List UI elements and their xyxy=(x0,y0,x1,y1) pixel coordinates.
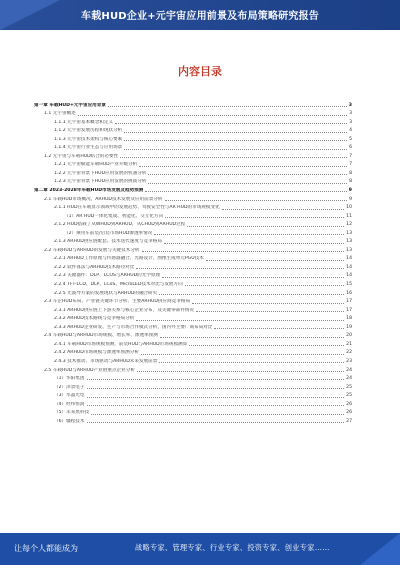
toc-entry-page: 18 xyxy=(346,316,352,322)
toc-entry[interactable] xyxy=(34,279,352,288)
toc-entry-page: 26 xyxy=(346,401,352,407)
toc-entry-page: 14 xyxy=(346,264,352,270)
toc-entry-page: 7 xyxy=(349,153,352,159)
toc-leader-dots xyxy=(189,345,344,346)
toc-entry-page: 14 xyxy=(346,273,352,279)
toc-leader-dots xyxy=(120,157,347,158)
table-of-contents xyxy=(34,100,352,425)
report-title: 车载HUD企业+元宇宙应用前景及布局策略研究报告 xyxy=(81,11,319,22)
toc-entry[interactable] xyxy=(34,254,352,263)
toc-entry-page: 5 xyxy=(349,136,352,142)
toc-entry-label: 1.1.1 元宇宙基本概念和定义 xyxy=(54,119,114,125)
toc-entry-label: （3）水晶光电 xyxy=(54,393,85,399)
toc-entry[interactable] xyxy=(34,391,352,400)
toc-leader-dots xyxy=(165,217,344,218)
toc-entry-page: 4 xyxy=(349,128,352,134)
toc-entry[interactable] xyxy=(34,245,352,254)
toc-entry-page: 12 xyxy=(346,222,352,228)
toc-leader-dots xyxy=(136,320,344,321)
toc-entry-label: 2.2.2 软件算法与ARHUD技术路径对比 xyxy=(54,264,135,270)
toc-entry[interactable] xyxy=(34,297,352,306)
toc-entry[interactable] xyxy=(34,271,352,280)
toc-entry-label: 2.4.2 ARHUD市场规模与渗透率预测分析 xyxy=(54,350,139,356)
toc-entry-label: 2.1.2 HUD搭载了从WHUD到ARHUD，从CHUD到ARHUD过程 xyxy=(54,222,186,228)
toc-entry-page: 3 xyxy=(349,111,352,117)
toc-entry-label: 1.1.4 元宇宙行业生态与应用场景 xyxy=(54,145,123,151)
toc-entry-page: 24 xyxy=(346,376,352,382)
toc-entry[interactable] xyxy=(34,151,352,160)
toc-entry[interactable] xyxy=(34,177,352,186)
toc-entry-label: 1.1.2 元宇宙发展历程和现状分析 xyxy=(54,128,123,134)
toc-entry-page: 22 xyxy=(346,350,352,356)
toc-entry-label: 2.2.3 关键器件：DLP、LCOS与ARHUD的光学原理 xyxy=(54,273,161,279)
toc-heading: 内容目录 xyxy=(178,65,222,78)
toc-entry-page: 16 xyxy=(346,290,352,296)
toc-entry-label: 1.1 元宇宙概述 xyxy=(44,111,76,117)
toc-leader-dots xyxy=(108,106,347,107)
toc-entry[interactable] xyxy=(34,322,352,331)
toc-entry-page: 11 xyxy=(346,213,352,219)
toc-leader-dots xyxy=(124,140,347,141)
toc-entry-page: 20 xyxy=(346,333,352,339)
toc-leader-dots xyxy=(142,251,345,252)
toc-entry[interactable] xyxy=(34,314,352,323)
toc-entry[interactable] xyxy=(34,288,352,297)
toc-entry-page: 25 xyxy=(346,384,352,390)
toc-leader-dots xyxy=(206,260,344,261)
toc-entry[interactable] xyxy=(34,339,352,348)
toc-leader-dots xyxy=(139,166,347,167)
toc-leader-dots xyxy=(185,285,344,286)
toc-entry-label: 2.3.1 ARHUD供应链上下游关系与核心企业分布，及关键零部件情况 xyxy=(54,307,195,313)
footer-slogan-right: 战略专家、管理专家、行业专家、投资专家、创业专家…… xyxy=(135,543,330,552)
toc-leader-dots xyxy=(165,200,348,201)
toc-entry[interactable] xyxy=(34,134,352,143)
toc-entry-page: 9 xyxy=(348,188,352,194)
toc-entry[interactable] xyxy=(34,416,352,425)
toc-leader-dots xyxy=(159,294,344,295)
toc-entry-page: 7 xyxy=(349,162,352,168)
toc-leader-dots xyxy=(222,209,344,210)
toc-entry[interactable] xyxy=(34,399,352,408)
toc-entry-label: 2.3 车企HUD布局、产业链关键环节分析、主要ARHUD供应商竞争格局 xyxy=(44,299,191,305)
toc-leader-dots xyxy=(214,328,344,329)
toc-entry-label: 2.2.1 ARHUD工作原理与传感器融合、光路设计、图像生成单元PGU技术 xyxy=(54,256,204,262)
toc-entry-page: 23 xyxy=(346,358,352,364)
toc-leader-dots xyxy=(145,191,346,192)
toc-entry-label: 1.2 元宇宙与车载HUD结合的必要性 xyxy=(44,153,119,159)
toc-entry-page: 3 xyxy=(348,102,352,108)
toc-entry-page: 21 xyxy=(346,341,352,347)
toc-entry-page: 14 xyxy=(346,256,352,262)
toc-entry-label: 2.2 车载HUD与ARHUD的发展与关键技术分析 xyxy=(44,247,140,253)
toc-entry-label: 2.3.3 ARHUD企业研发、生产与市场合作模式分析，国内外主要厂商布局对比 xyxy=(54,324,213,330)
toc-entry-label: 2.4.3 技术推动、市场驱动与ARHUD未来发展前景 xyxy=(54,358,158,364)
toc-entry[interactable] xyxy=(34,331,352,340)
toc-entry[interactable] xyxy=(34,185,352,194)
toc-entry-label: 第二章 2023-2028年车载HUD市场发展及趋势预测 xyxy=(34,188,144,194)
toc-entry-label: 2.1.3 ARHUD供应链配套、技术迭代速度与竞争格局 xyxy=(54,239,162,245)
toc-entry-page: 17 xyxy=(346,307,352,313)
toc-entry[interactable] xyxy=(34,126,352,135)
toc-leader-dots xyxy=(187,226,344,227)
toc-entry[interactable] xyxy=(34,211,352,220)
toc-leader-dots xyxy=(136,268,344,269)
toc-leader-dots xyxy=(141,354,344,355)
header-bar xyxy=(0,0,400,30)
toc-entry[interactable] xyxy=(34,305,352,314)
toc-entry[interactable] xyxy=(34,143,352,152)
toc-entry[interactable] xyxy=(34,160,352,169)
toc-entry[interactable] xyxy=(34,237,352,246)
toc-leader-dots xyxy=(124,132,347,133)
toc-entry-page: 19 xyxy=(346,324,352,330)
toc-entry[interactable] xyxy=(34,194,352,203)
footer-slogan-left: 让每个人都能成为 xyxy=(14,544,78,553)
toc-entry-page: 3 xyxy=(349,119,352,125)
toc-entry[interactable] xyxy=(34,168,352,177)
toc-leader-dots xyxy=(87,405,345,406)
toc-entry-label: （2）泽景电子 xyxy=(54,384,85,390)
toc-entry[interactable] xyxy=(34,220,352,229)
toc-entry-page: 13 xyxy=(346,239,352,245)
toc-leader-dots xyxy=(87,397,345,398)
toc-entry[interactable] xyxy=(34,100,352,109)
toc-entry-label: 2.3.2 ARHUD技术路线与竞争格局分析 xyxy=(54,316,135,322)
toc-entry[interactable] xyxy=(34,228,352,237)
toc-entry-label: （4）经纬恒润 xyxy=(54,401,85,407)
toc-entry-label: （6）疆程技术 xyxy=(54,418,85,424)
footer-accent xyxy=(360,533,400,565)
toc-leader-dots xyxy=(87,379,345,380)
toc-leader-dots xyxy=(162,277,344,278)
toc-entry-label: 2.2.4 TFT-LCD、DLP、LCoS、MicroLED技术对比与发展方向 xyxy=(54,282,183,288)
toc-entry-page: 13 xyxy=(346,230,352,236)
toc-entry-label: 1.2.1 元宇宙赋能车载HUD产业升级分析 xyxy=(54,162,138,168)
toc-leader-dots xyxy=(148,183,347,184)
toc-entry[interactable] xyxy=(34,356,352,365)
toc-leader-dots xyxy=(196,311,344,312)
toc-entry-label: 2.4.1 车载HUD市场规模预测，前装HUD与ARHUD市场规模测算 xyxy=(54,341,188,347)
footer-bar xyxy=(0,533,400,565)
toc-leader-dots xyxy=(137,371,344,372)
toc-entry-label: 2.2.5 光波导方案的发展现状与ARHUD的融合研究 xyxy=(54,290,158,296)
toc-entry[interactable] xyxy=(34,374,352,383)
toc-entry[interactable] xyxy=(34,262,352,271)
toc-leader-dots xyxy=(87,422,345,423)
toc-entry-label: 2.4 车载HUD与ARHUD市场规模、增长率、渗透率预测 xyxy=(44,333,158,339)
toc-entry-label: 第一章 车载HUD+元宇宙应用背景 xyxy=(34,102,106,108)
toc-entry-page: 24 xyxy=(346,367,352,373)
toc-entry-label: （5）未来黑科技 xyxy=(54,410,90,416)
toc-entry-page: 25 xyxy=(346,393,352,399)
toc-entry-page: 15 xyxy=(346,282,352,288)
toc-entry[interactable] xyxy=(34,109,352,118)
toc-entry-page: 9 xyxy=(349,196,352,202)
toc-leader-dots xyxy=(124,149,347,150)
toc-entry[interactable] xyxy=(34,408,352,417)
toc-entry-label: 1.2.2 元宇宙背景下HUD应用发展的机遇分析 xyxy=(54,170,147,176)
toc-entry[interactable] xyxy=(34,348,352,357)
toc-entry-label: 2.1.1 HUD在车载显示领域中的发展趋势、驾驶安全性与AR HUD的市场规模变化 xyxy=(54,205,220,211)
toc-entry-page: 10 xyxy=(346,205,352,211)
toc-leader-dots xyxy=(160,337,344,338)
toc-leader-dots xyxy=(91,414,344,415)
toc-entry-label: 2.1 车载HUD市场概况、ARHUD技术发展及应用前景分析 xyxy=(44,196,163,202)
toc-entry-page: 8 xyxy=(349,170,352,176)
toc-entry-label: （1）华阳集团 xyxy=(54,376,85,382)
toc-entry-page: 17 xyxy=(346,299,352,305)
toc-entry-label: 1.1.3 元宇宙技术架构与核心要素 xyxy=(54,136,123,142)
toc-entry-label: 2.5 车载HUD与ARHUD产业链重点企业分析 xyxy=(44,367,135,373)
toc-entry-page: 26 xyxy=(346,410,352,416)
toc-leader-dots xyxy=(164,243,344,244)
toc-leader-dots xyxy=(154,234,344,235)
toc-entry-page: 6 xyxy=(349,145,352,151)
toc-entry-label: （2）乘用车前装/后装市场HUD渗透率情况 xyxy=(64,230,153,236)
toc-entry-label: （1）AR HUD一体化集成、智能化、交互化方向 xyxy=(64,213,164,219)
toc-entry-page: 13 xyxy=(346,247,352,253)
toc-leader-dots xyxy=(87,388,345,389)
toc-leader-dots xyxy=(192,303,344,304)
toc-entry[interactable] xyxy=(34,365,352,374)
toc-entry-page: 27 xyxy=(346,418,352,424)
toc-leader-dots xyxy=(148,174,347,175)
toc-leader-dots xyxy=(78,115,347,116)
toc-leader-dots xyxy=(159,362,344,363)
toc-entry-label: 1.2.3 元宇宙背景下HUD应用发展的挑战分析 xyxy=(54,179,147,185)
toc-leader-dots xyxy=(115,123,347,124)
toc-entry-page: 8 xyxy=(349,179,352,185)
toc-entry[interactable] xyxy=(34,203,352,212)
toc-entry[interactable] xyxy=(34,382,352,391)
toc-entry[interactable] xyxy=(34,117,352,126)
